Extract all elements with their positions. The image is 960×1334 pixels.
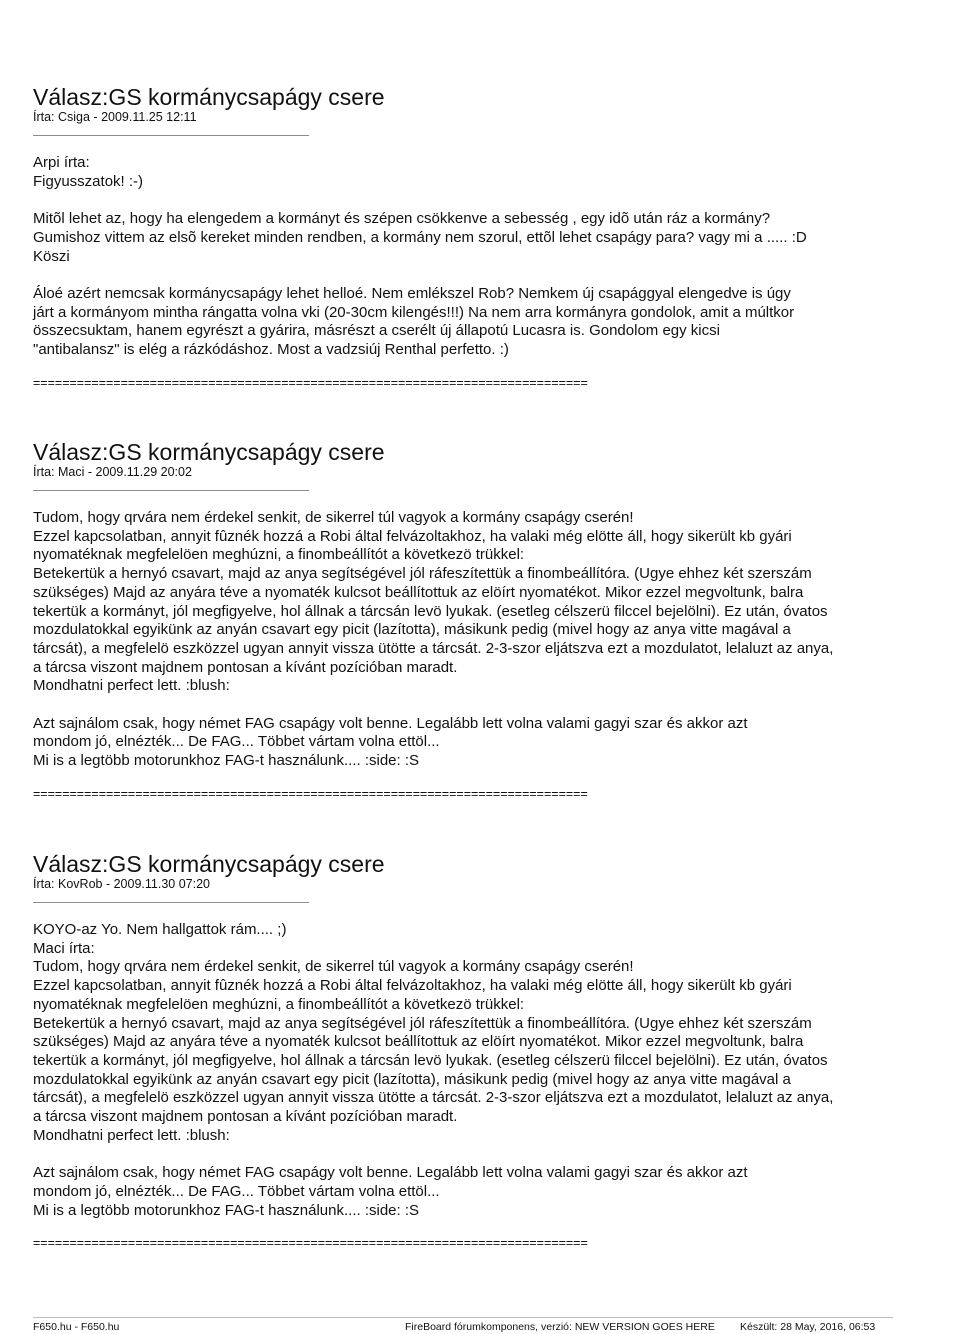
post-body: Arpi írta: Figyusszatok! :-) Mitõl lehet az, hogy ha elengedem a kormányt és szépen csökkenve a sebesség , egy idõ után ráz a kormány? Gumishoz vittem az elsõ kereket minden rendben, a kormány nem szorul, ettõl lehet csapágy para? vagy mi a ..... :D Köszi Áloé azért nemcsak kormánycsapágy lehet helloé. Nem emlékszel Rob? Nemkem új csapággyal elengedve is úgy járt a kormányom mintha rángatta volna vki (20-30cm kilengés!!!) Na nem arra kormányra gondolok, amit a múltkor összecsuktam, hanem egyrészt a gyárira, másrészt a cserélt új állapotú Lucasra is. Gondolom egy kicsi "antibalansz" is elég a rázkódáshoz. Most a vadzsiúj Renthal perfetto. :) bbox=[33, 154, 807, 359]
post-title: Válasz:GS kormánycsapágy csere bbox=[33, 851, 385, 877]
post-title: Válasz:GS kormánycsapágy csere bbox=[33, 439, 385, 465]
post-title: Válasz:GS kormánycsapágy csere bbox=[33, 84, 385, 110]
post-author-date: Írta: KovRob - 2009.11.30 07:20 bbox=[33, 877, 210, 891]
post-author-date: Írta: Maci - 2009.11.29 20:02 bbox=[33, 465, 192, 479]
post-author-date: Írta: Csiga - 2009.11.25 12:11 bbox=[33, 110, 197, 124]
post-csiga bbox=[33, 84, 933, 390]
post-divider bbox=[33, 902, 309, 903]
footer-generated-date: Készült: 28 May, 2016, 06:53 bbox=[740, 1321, 876, 1333]
post-divider bbox=[33, 490, 309, 491]
page-footer bbox=[33, 1317, 893, 1332]
post-separator: ============================================================================ bbox=[33, 786, 588, 801]
post-separator: ============================================================================ bbox=[33, 1236, 588, 1251]
post-body: Tudom, hogy qrvára nem érdekel senkit, de sikerrel túl vagyok a kormány csapágy cserén! Ezzel kapcsolatban, annyit fûznék hozzá a Robi által felvázoltakhoz, ha valaki még elötte áll, hogy sikerült kb gyári nyomatéknak megfelelöen meghúzni, a finombeállítót a következö trükkel: Betekertük a hernyó csavart, majd az anya segítségével jól ráfeszítettük a finombeállítóra. (Ugye ehhez két szerszám szükséges) Majd az anyára téve a nyomaték kulcsot beállítottuk az elöírt nyomatékot. Mikor ezzel megvoltunk, balra tekertük a kormányt, jól megfigyelve, hol állnak a tárcsán levö lyukak. (esetleg célszerü filccel bejelölni). Ez után, óvatos mozdulatokkal egyikünk az anyán csavart egy picit (lazította), másikunk pedig (mivel hogy az anya vitte magával a tárcsát), a megfelelö eszközzel ugyan annyit vissza ütötte a tárcsát. 2-3-szor eljátszva ezt a mozdulatot, lelaluzt az anya, a tárcsa viszont majdnem pontosan a kívánt pozícióban maradt. Mondhatni perfect lett. :blush: Azt sajnálom csak, hogy német FAG csapágy volt benne. Legalább lett volna valami gagyi szar és akkor azt mondom jó, elnézték... De FAG... Többet vártam volna ettöl... Mi is a legtöbb motorunkhoz FAG-t használunk.... :side: :S bbox=[33, 509, 834, 770]
post-kovrob bbox=[33, 851, 933, 1250]
post-maci bbox=[33, 439, 933, 801]
post-separator: ============================================================================ bbox=[33, 375, 588, 390]
footer-site-link[interactable]: F650.hu - F650.hu bbox=[33, 1321, 120, 1333]
post-divider bbox=[33, 135, 309, 136]
footer-component-info: FireBoard fórumkomponens, verzió: NEW VERSION GOES HERE bbox=[405, 1321, 715, 1333]
post-body: KOYO-az Yo. Nem hallgattok rám.... ;) Maci írta: Tudom, hogy qrvára nem érdekel senkit, de sikerrel túl vagyok a kormány csapágy cserén! Ezzel kapcsolatban, annyit fûznék hozzá a Robi által felvázoltakhoz, ha valaki még elötte áll, hogy sikerült kb gyári nyomatéknak megfelelöen meghúzni, a finombeállítót a következö trükkel: Betekertük a hernyó csavart, majd az anya segítségével jól ráfeszítettük a finombeállítóra. (Ugye ehhez két szerszám szükséges) Majd az anyára téve a nyomaték kulcsot beállítottuk az elöírt nyomatékot. Mikor ezzel megvoltunk, balra tekertük a kormányt, jól megfigyelve, hol állnak a tárcsán levö lyukak. (esetleg célszerü filccel bejelölni). Ez után, óvatos mozdulatokkal egyikünk az anyán csavart egy picit (lazította), másikunk pedig (mivel hogy az anya vitte magával a tárcsát), a megfelelö eszközzel ugyan annyit vissza ütötte a tárcsát. 2-3-szor eljátszva ezt a mozdulatot, lelaluzt az anya, a tárcsa viszont majdnem pontosan a kívánt pozícióban maradt. Mondhatni perfect lett. :blush: Azt sajnálom csak, hogy német FAG csapágy volt benne. Legalább lett volna valami gagyi szar és akkor azt mondom jó, elnézték... De FAG... Többet vártam volna ettöl... Mi is a legtöbb motorunkhoz FAG-t használunk.... :side: :S bbox=[33, 921, 834, 1219]
